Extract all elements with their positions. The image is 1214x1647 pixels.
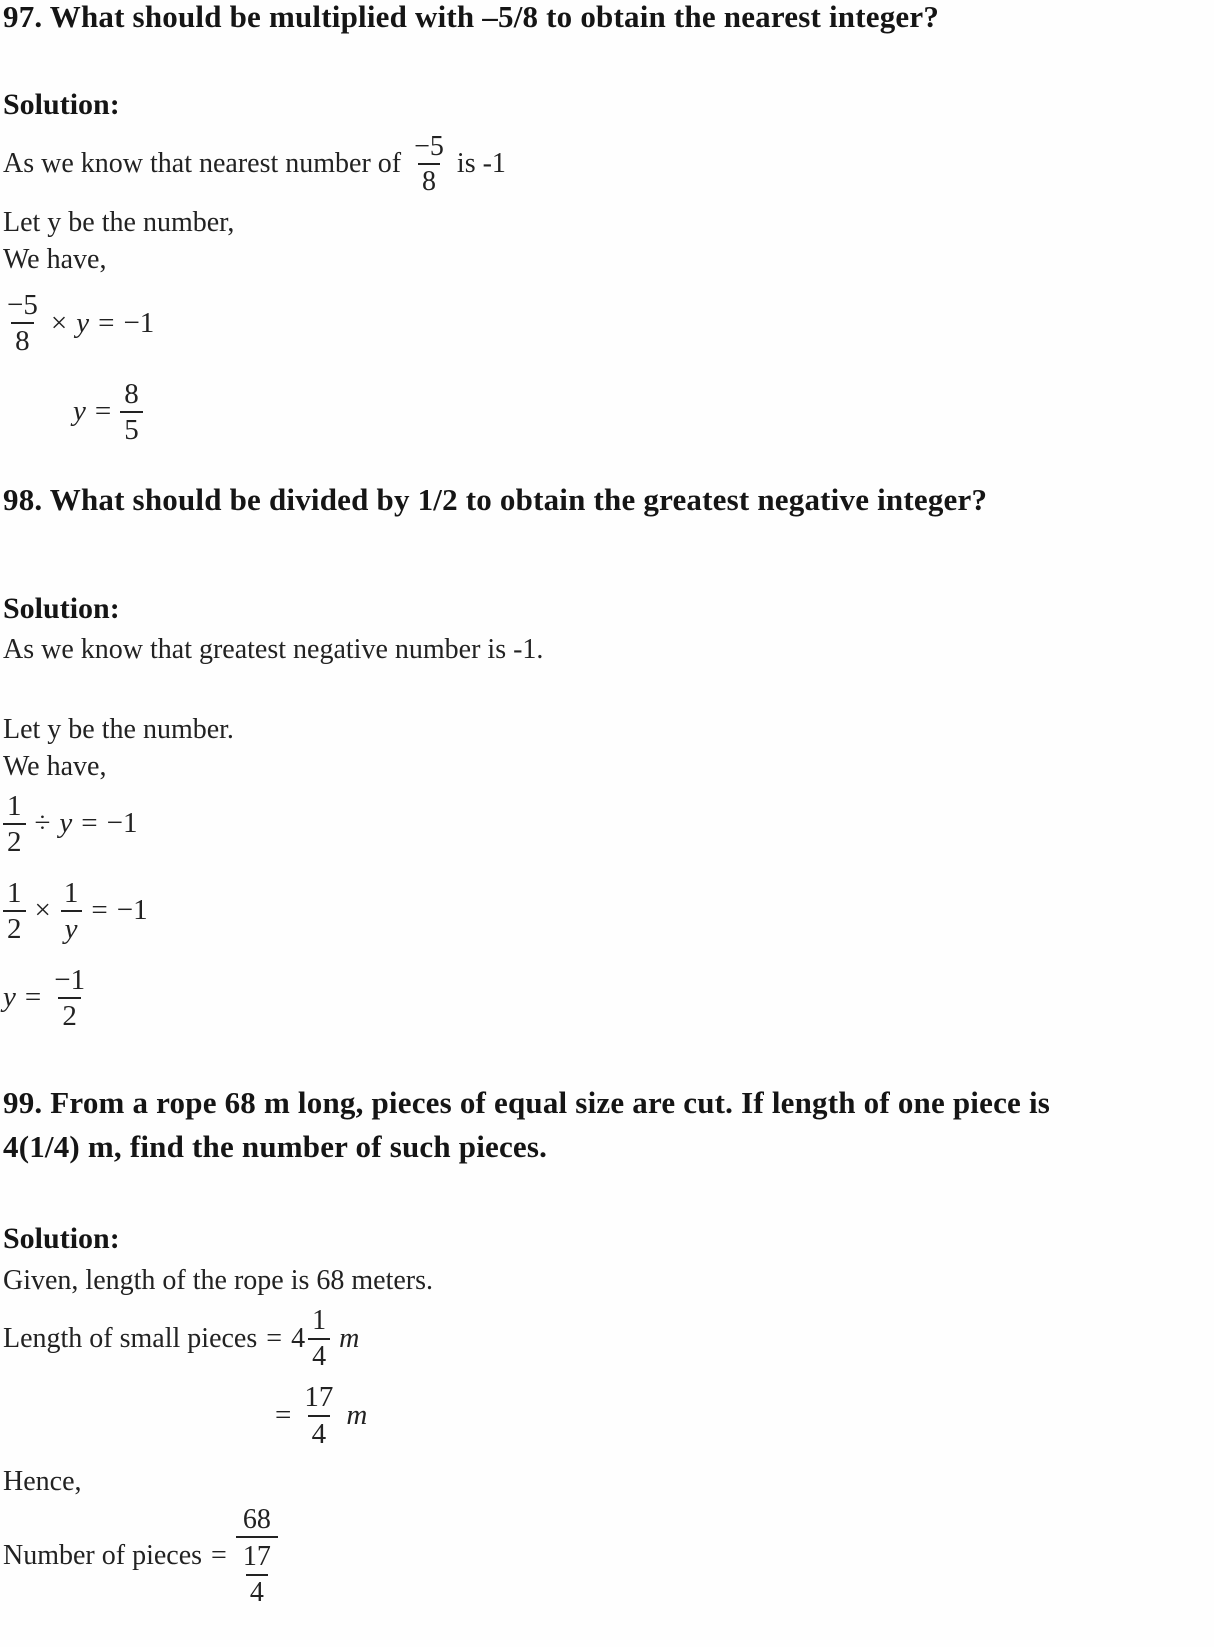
fraction-denominator [236,1536,278,1608]
variable-y: y [73,395,86,428]
fraction-1-over-2 [3,790,26,859]
q97-intro-line [3,131,1214,198]
equals-sign: = [266,1322,283,1354]
q99-given-line: Given, length of the rope is 68 meters. [3,1265,434,1297]
q98-equation-1 [3,790,1214,859]
fraction-denominator: 4 [308,1338,330,1372]
fraction-1-over-2 [3,877,26,946]
unit-m: m [339,1322,360,1354]
fraction-denominator: 8 [11,322,34,357]
fraction-numerator: 1 [7,876,22,909]
q99-pieces-label: Number of pieces [3,1540,203,1572]
fraction-numerator: −5 [414,131,444,163]
fraction-numerator: 17 [242,1541,271,1573]
equals-sign: = [94,395,112,428]
variable-y: y [3,981,16,1014]
fraction-denominator: 4 [308,1415,331,1450]
rhs-value: −1 [116,894,148,927]
q98-have-line: We have, [3,750,107,782]
mixed-number-4-1-4 [291,1305,330,1372]
multiply-operator: × [34,894,51,927]
q97-intro-pre-text: As we know that nearest number of [3,148,402,180]
q97-equation-2 [3,378,1214,447]
q98-equation-2 [3,877,1214,946]
fraction-minus5-over-8 [410,131,448,198]
question-99-title: 99. From a rope 68 m long, pieces of equal size are cut. If length of one piece is 4(1/4) m, find the number of such pieces. [3,1085,1051,1165]
complex-fraction-68-over-17-4 [236,1504,278,1608]
fraction-1-over-y [60,877,83,946]
fraction-denominator [61,910,82,945]
fraction-denominator: 2 [3,823,26,858]
fraction-numerator: 1 [7,789,22,822]
q98-equation-3 [3,964,1214,1033]
q98-solution-heading: Solution: [3,591,120,625]
fraction-minus5-over-8 [3,289,42,358]
fraction-denominator: 4 [246,1574,268,1608]
multiply-operator: × [50,306,68,339]
fraction-numerator: 17 [304,1381,334,1414]
question-98-title: 98. What should be divided by 1/2 to obtain the greatest negative integer? [3,481,988,517]
q97-equation-1 [3,289,1214,358]
rhs-value: −1 [123,306,155,339]
q97-solution-heading: Solution: [3,88,120,122]
fraction-minus1-over-2 [50,964,89,1033]
fraction-17-over-4 [239,1541,275,1608]
q99-pieces-line [3,1504,1214,1608]
fraction-denominator: 2 [58,997,81,1032]
q99-length-label: Length of small pieces [3,1322,258,1354]
q97-let-line: Let y be the number, [3,206,235,238]
equals-sign: = [98,306,115,339]
equals-sign: = [275,1398,292,1431]
fraction-numerator: −5 [7,288,38,321]
question-97-title: 97. What should be multiplied with –5/8 to obtain the nearest integer? [3,0,940,34]
q98-let-line: Let y be the number. [3,713,234,745]
equals-sign: = [91,894,108,927]
q99-solution-heading: Solution: [3,1222,120,1256]
fraction-denominator: 2 [3,910,26,945]
fraction-1-over-4 [308,1305,330,1372]
divide-operator: ÷ [34,807,51,840]
variable-y: y [76,306,90,339]
fraction-numerator: 68 [242,1504,271,1536]
fraction-numerator: 8 [124,377,139,410]
fraction-8-over-5 [120,378,143,447]
variable-y: y [59,807,73,840]
q99-length-line [3,1305,1214,1372]
unit-m: m [346,1398,368,1431]
q99-hence-line: Hence, [3,1466,82,1498]
equals-sign: = [24,981,42,1014]
equals-sign: = [81,807,98,840]
q97-intro-post-text: is -1 [456,148,506,180]
fraction-denominator: 5 [120,411,143,446]
equals-sign: = [211,1540,227,1572]
fraction-numerator: 1 [63,876,79,909]
q97-have-line: We have, [3,243,107,275]
whole-number: 4 [291,1322,306,1354]
q98-intro-line: As we know that greatest negative number is -1. [3,633,544,665]
rhs-value: −1 [106,807,138,840]
fraction-17-over-4 [300,1381,337,1450]
fraction-numerator: 1 [312,1305,327,1337]
q99-equation-17-4 [3,1381,1214,1450]
variable-y: y [64,913,78,946]
fraction-denominator: 8 [418,163,440,197]
fraction-numerator: −1 [54,963,86,996]
